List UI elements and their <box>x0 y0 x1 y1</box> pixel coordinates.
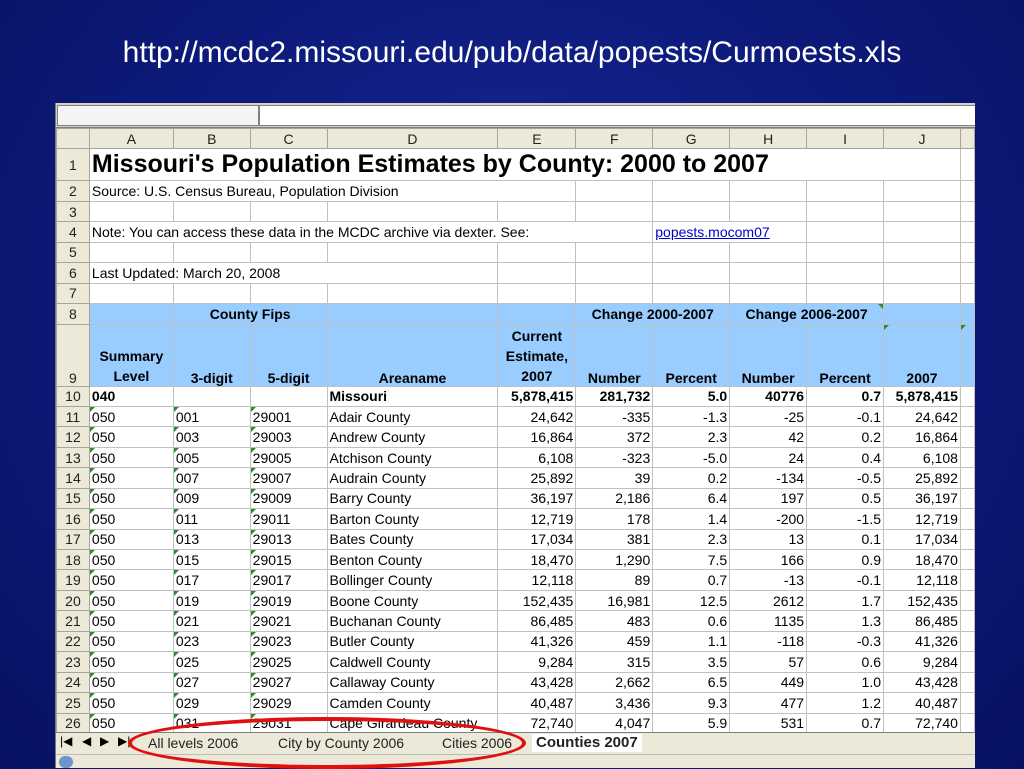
column-header[interactable]: G <box>653 129 730 149</box>
estimate-2007-cell[interactable]: 12,719 <box>884 509 961 529</box>
current-estimate-cell[interactable]: 9,284 <box>498 652 576 672</box>
estimate-2007-cell[interactable]: 9,284 <box>884 652 961 672</box>
fips-5-digit-cell[interactable]: 29013 <box>250 529 327 549</box>
areaname-cell[interactable]: Bates County <box>327 529 498 549</box>
row-header[interactable]: 3 <box>57 201 90 221</box>
change-number-cell[interactable]: 89 <box>576 570 653 590</box>
change-2006-percent-cell[interactable]: -0.1 <box>807 570 884 590</box>
tab-all-levels-2006[interactable]: All levels 2006 <box>148 735 239 751</box>
name-box[interactable] <box>57 105 259 126</box>
fips-3-digit-cell[interactable]: 021 <box>173 611 250 631</box>
change-2006-percent-cell[interactable]: 0.2 <box>807 427 884 447</box>
sheet-row <box>57 149 975 181</box>
estimate-2007-cell[interactable]: 24,642 <box>884 406 961 426</box>
current-estimate-cell[interactable]: 86,485 <box>498 611 576 631</box>
data-row <box>57 529 975 549</box>
current-estimate-cell[interactable]: 18,470 <box>498 550 576 570</box>
change-2006-number-cell[interactable]: 2612 <box>730 590 807 610</box>
summary-level-cell[interactable]: 050 <box>89 611 173 631</box>
header-3-digit[interactable]: 3-digit <box>173 324 250 386</box>
summary-level-cell[interactable]: 050 <box>89 529 173 549</box>
fips-5-digit-cell[interactable]: 29009 <box>250 488 327 508</box>
group-header-change-2000-2007[interactable]: Change 2000-2007 <box>576 304 730 324</box>
change-2006-number-cell[interactable]: 57 <box>730 652 807 672</box>
change-percent-cell[interactable]: 3.5 <box>653 652 730 672</box>
current-estimate-cell[interactable]: 16,864 <box>498 427 576 447</box>
sheet-row <box>57 304 975 324</box>
summary-level-cell[interactable]: 050 <box>89 550 173 570</box>
change-2006-number-cell[interactable]: 40776 <box>730 386 807 406</box>
current-estimate-cell[interactable]: 6,108 <box>498 447 576 467</box>
prev-sheet-icon[interactable]: ◀ <box>82 734 92 748</box>
row-header[interactable]: 17 <box>57 529 90 549</box>
estimate-2007-cell[interactable]: 5,878,415 <box>884 386 961 406</box>
row-header[interactable]: 14 <box>57 468 90 488</box>
data-row <box>57 406 975 426</box>
current-estimate-cell[interactable]: 12,719 <box>498 509 576 529</box>
change-2006-number-cell[interactable]: 13 <box>730 529 807 549</box>
change-2006-percent-cell[interactable]: 0.9 <box>807 550 884 570</box>
row-header[interactable]: 19 <box>57 570 90 590</box>
change-2006-number-cell[interactable]: 477 <box>730 693 807 713</box>
change-2006-percent-cell[interactable]: 0.7 <box>807 386 884 406</box>
change-number-cell[interactable]: -323 <box>576 447 653 467</box>
fips-5-digit-cell[interactable]: 29005 <box>250 447 327 467</box>
areaname-cell[interactable]: Audrain County <box>327 468 498 488</box>
data-row <box>57 386 975 406</box>
change-number-cell[interactable]: 281,732 <box>576 386 653 406</box>
current-estimate-cell[interactable]: 25,892 <box>498 468 576 488</box>
header-percent-2000-2007[interactable]: Percent <box>653 324 730 386</box>
row-header[interactable]: 24 <box>57 672 90 692</box>
data-row <box>57 631 975 651</box>
row-header[interactable]: 13 <box>57 447 90 467</box>
data-row <box>57 550 975 570</box>
areaname-cell[interactable]: Atchison County <box>327 447 498 467</box>
change-2006-number-cell[interactable]: -134 <box>730 468 807 488</box>
change-2006-number-cell[interactable]: -25 <box>730 406 807 426</box>
change-percent-cell[interactable]: 1.4 <box>653 509 730 529</box>
select-all-corner[interactable] <box>57 129 90 149</box>
worksheet-grid <box>56 128 975 734</box>
current-estimate-cell[interactable]: 43,428 <box>498 672 576 692</box>
change-number-cell[interactable]: 178 <box>576 509 653 529</box>
last-sheet-icon[interactable]: ▶| <box>118 734 131 748</box>
areaname-cell[interactable]: Andrew County <box>327 427 498 447</box>
current-estimate-cell[interactable]: 36,197 <box>498 488 576 508</box>
data-row <box>57 447 975 467</box>
change-2006-number-cell[interactable]: 449 <box>730 672 807 692</box>
change-2006-number-cell[interactable]: 24 <box>730 447 807 467</box>
estimate-2007-cell[interactable]: 72,740 <box>884 713 961 733</box>
fips-5-digit-cell[interactable]: 29031 <box>250 713 327 733</box>
column-header[interactable]: B <box>173 129 250 149</box>
sheet-row <box>57 324 975 386</box>
change-2006-number-cell[interactable]: -118 <box>730 631 807 651</box>
change-number-cell[interactable]: 39 <box>576 468 653 488</box>
fips-5-digit-cell[interactable]: 29023 <box>250 631 327 651</box>
data-row <box>57 488 975 508</box>
estimate-2007-cell[interactable]: 86,485 <box>884 611 961 631</box>
estimate-2007-cell[interactable]: 41,326 <box>884 631 961 651</box>
areaname-cell[interactable]: Caldwell County <box>327 652 498 672</box>
fips-3-digit-cell[interactable]: 017 <box>173 570 250 590</box>
change-number-cell[interactable]: 1,290 <box>576 550 653 570</box>
row-header[interactable]: 20 <box>57 590 90 610</box>
current-estimate-cell[interactable]: 40,487 <box>498 693 576 713</box>
change-2006-number-cell[interactable]: 197 <box>730 488 807 508</box>
current-estimate-cell[interactable]: 41,326 <box>498 631 576 651</box>
fips-3-digit-cell[interactable]: 013 <box>173 529 250 549</box>
first-sheet-icon[interactable]: |◀ <box>60 734 73 748</box>
column-header[interactable]: D <box>327 129 498 149</box>
data-row <box>57 611 975 631</box>
header-areaname[interactable]: Areaname <box>327 324 498 386</box>
fips-3-digit-cell[interactable]: 025 <box>173 652 250 672</box>
change-2006-percent-cell[interactable]: -1.5 <box>807 509 884 529</box>
column-header[interactable]: H <box>730 129 807 149</box>
change-2006-percent-cell[interactable]: 1.7 <box>807 590 884 610</box>
change-2006-percent-cell[interactable]: 0.7 <box>807 713 884 733</box>
next-sheet-icon[interactable]: ▶ <box>100 734 110 748</box>
summary-level-cell[interactable]: 050 <box>89 631 173 651</box>
sheet-row <box>57 222 975 242</box>
fips-3-digit-cell[interactable]: 003 <box>173 427 250 447</box>
estimate-2007-cell[interactable]: 40,487 <box>884 693 961 713</box>
status-bar <box>56 754 975 768</box>
formula-input[interactable] <box>259 105 975 126</box>
tab-cities-2006[interactable]: Cities 2006 <box>442 735 513 751</box>
column-header[interactable]: A <box>89 129 173 149</box>
fips-5-digit-cell[interactable]: 29015 <box>250 550 327 570</box>
change-percent-cell[interactable]: 12.5 <box>653 590 730 610</box>
header-2007[interactable]: 2007 <box>884 324 961 386</box>
fips-5-digit-cell[interactable]: 29027 <box>250 672 327 692</box>
areaname-cell[interactable]: Cape Girardeau County <box>327 713 498 733</box>
sheet-row <box>57 242 975 262</box>
summary-level-cell[interactable]: 050 <box>89 672 173 692</box>
change-number-cell[interactable]: 4,047 <box>576 713 653 733</box>
fips-3-digit-cell[interactable]: 029 <box>173 693 250 713</box>
group-header-county-fips[interactable]: County Fips <box>173 304 327 324</box>
change-2006-percent-cell[interactable]: 0.1 <box>807 529 884 549</box>
change-percent-cell[interactable]: 5.9 <box>653 713 730 733</box>
summary-level-cell[interactable]: 050 <box>89 447 173 467</box>
data-row <box>57 427 975 447</box>
change-2006-percent-cell[interactable]: -0.5 <box>807 468 884 488</box>
areaname-cell[interactable]: Barton County <box>327 509 498 529</box>
change-2006-percent-cell[interactable]: 1.3 <box>807 611 884 631</box>
change-percent-cell[interactable]: 2.3 <box>653 529 730 549</box>
data-row <box>57 672 975 692</box>
current-estimate-cell[interactable]: 152,435 <box>498 590 576 610</box>
row-header[interactable]: 16 <box>57 509 90 529</box>
column-header[interactable]: C <box>250 129 327 149</box>
change-2006-percent-cell[interactable]: 1.2 <box>807 693 884 713</box>
header-current-line: Current <box>511 327 563 344</box>
fips-5-digit-cell[interactable]: 29003 <box>250 427 327 447</box>
areaname-cell[interactable]: Boone County <box>327 590 498 610</box>
row-header[interactable]: 15 <box>57 488 90 508</box>
change-percent-cell[interactable]: -1.3 <box>653 406 730 426</box>
column-header[interactable]: I <box>807 129 884 149</box>
fips-5-digit-cell[interactable]: 29019 <box>250 590 327 610</box>
fips-5-digit-cell[interactable]: 29025 <box>250 652 327 672</box>
column-header[interactable]: E <box>498 129 576 149</box>
estimate-2007-cell[interactable]: 18,470 <box>884 550 961 570</box>
row-header[interactable]: 7 <box>57 283 90 303</box>
estimate-2007-cell[interactable]: 43,428 <box>884 672 961 692</box>
areaname-cell[interactable]: Camden County <box>327 693 498 713</box>
current-estimate-cell[interactable]: 24,642 <box>498 406 576 426</box>
sheet-title[interactable]: Missouri's Population Estimates by County: 2000 to 2007 <box>89 149 960 181</box>
data-row <box>57 570 975 590</box>
change-percent-cell[interactable]: 0.2 <box>653 468 730 488</box>
change-2006-number-cell[interactable]: 1135 <box>730 611 807 631</box>
change-percent-cell[interactable]: 7.5 <box>653 550 730 570</box>
change-2006-percent-cell[interactable]: 1.0 <box>807 672 884 692</box>
header-current-line: Estimate, <box>505 347 568 364</box>
change-number-cell[interactable]: 381 <box>576 529 653 549</box>
summary-level-cell[interactable]: 050 <box>89 509 173 529</box>
source-cell[interactable]: Source: U.S. Census Bureau, Population Division <box>89 181 575 201</box>
note-cell[interactable]: Note: You can access these data in the MCDC archive via dexter. See: <box>89 222 652 242</box>
change-number-cell[interactable]: 459 <box>576 631 653 651</box>
row-header[interactable]: 11 <box>57 406 90 426</box>
column-header[interactable] <box>960 129 974 149</box>
header-number-2000-2007[interactable]: Number <box>576 324 653 386</box>
row-header[interactable]: 6 <box>57 263 90 283</box>
status-icon <box>59 756 73 768</box>
fips-3-digit-cell[interactable]: 015 <box>173 550 250 570</box>
estimate-2007-cell[interactable]: 17,034 <box>884 529 961 549</box>
estimate-2007-cell[interactable]: 12,118 <box>884 570 961 590</box>
areaname-cell[interactable]: Benton County <box>327 550 498 570</box>
row-header[interactable]: 23 <box>57 652 90 672</box>
estimate-2007-cell[interactable]: 6,108 <box>884 447 961 467</box>
areaname-cell[interactable]: Buchanan County <box>327 611 498 631</box>
fips-3-digit-cell[interactable]: 005 <box>173 447 250 467</box>
change-2006-percent-cell[interactable]: 0.6 <box>807 652 884 672</box>
summary-level-cell[interactable]: 050 <box>89 468 173 488</box>
change-percent-cell[interactable]: 6.4 <box>653 488 730 508</box>
change-2006-number-cell[interactable]: -13 <box>730 570 807 590</box>
current-estimate-cell[interactable]: 17,034 <box>498 529 576 549</box>
row-header[interactable]: 25 <box>57 693 90 713</box>
row-header[interactable]: 1 <box>57 149 90 181</box>
fips-5-digit-cell[interactable]: 29001 <box>250 406 327 426</box>
change-percent-cell[interactable]: 1.1 <box>653 631 730 651</box>
row-header[interactable]: 5 <box>57 242 90 262</box>
current-estimate-cell[interactable]: 72,740 <box>498 713 576 733</box>
fips-3-digit-cell[interactable]: 001 <box>173 406 250 426</box>
header-current-estimate[interactable] <box>498 324 576 386</box>
data-row <box>57 590 975 610</box>
fips-5-digit-cell[interactable]: 29011 <box>250 509 327 529</box>
sheet-row <box>57 201 975 221</box>
areaname-cell[interactable]: Barry County <box>327 488 498 508</box>
fips-3-digit-cell[interactable]: 009 <box>173 488 250 508</box>
header-5-digit[interactable]: 5-digit <box>250 324 327 386</box>
summary-level-cell[interactable]: 050 <box>89 406 173 426</box>
change-2006-number-cell[interactable]: -200 <box>730 509 807 529</box>
areaname-cell[interactable]: Bollinger County <box>327 570 498 590</box>
row-header[interactable]: 26 <box>57 713 90 733</box>
summary-level-cell[interactable]: 050 <box>89 488 173 508</box>
change-number-cell[interactable]: 315 <box>576 652 653 672</box>
estimate-2007-cell[interactable]: 25,892 <box>884 468 961 488</box>
tab-counties-2007[interactable]: Counties 2007 <box>532 734 642 752</box>
change-2006-percent-cell[interactable]: 0.5 <box>807 488 884 508</box>
change-percent-cell[interactable]: 0.6 <box>653 611 730 631</box>
fips-3-digit-cell[interactable] <box>173 386 250 406</box>
slide-title: http://mcdc2.missouri.edu/pub/data/popests/Curmoests.xls <box>122 36 902 69</box>
fips-5-digit-cell[interactable]: 29007 <box>250 468 327 488</box>
column-header[interactable]: F <box>576 129 653 149</box>
change-percent-cell[interactable]: 0.7 <box>653 570 730 590</box>
change-2006-number-cell[interactable]: 166 <box>730 550 807 570</box>
estimate-2007-cell[interactable]: 36,197 <box>884 488 961 508</box>
change-percent-cell[interactable]: 2.3 <box>653 427 730 447</box>
data-row <box>57 713 975 733</box>
spreadsheet-window <box>55 103 975 768</box>
formula-bar <box>56 103 975 128</box>
sheet-tab-bar <box>56 732 975 754</box>
header-summary-level[interactable]: Summary Level <box>89 324 173 386</box>
row-header[interactable]: 22 <box>57 631 90 651</box>
change-2006-percent-cell[interactable]: -0.1 <box>807 406 884 426</box>
header-current-line: 2007 <box>521 367 553 384</box>
fips-5-digit-cell[interactable]: 29021 <box>250 611 327 631</box>
change-2006-percent-cell[interactable]: 0.4 <box>807 447 884 467</box>
data-row <box>57 652 975 672</box>
summary-level-cell[interactable]: 050 <box>89 693 173 713</box>
tab-city-by-county-2006[interactable]: City by County 2006 <box>278 735 405 751</box>
row-header[interactable]: 4 <box>57 222 90 242</box>
change-percent-cell[interactable]: 6.5 <box>653 672 730 692</box>
row-header[interactable]: 8 <box>57 304 90 324</box>
column-header[interactable]: J <box>884 129 961 149</box>
change-number-cell[interactable]: 3,436 <box>576 693 653 713</box>
current-estimate-cell[interactable]: 5,878,415 <box>498 386 576 406</box>
change-2006-number-cell[interactable]: 531 <box>730 713 807 733</box>
fips-5-digit-cell[interactable] <box>250 386 327 406</box>
summary-level-cell[interactable]: 050 <box>89 713 173 733</box>
estimate-2007-cell[interactable]: 16,864 <box>884 427 961 447</box>
fips-3-digit-cell[interactable]: 007 <box>173 468 250 488</box>
fips-3-digit-cell[interactable]: 023 <box>173 631 250 651</box>
row-header[interactable]: 21 <box>57 611 90 631</box>
current-estimate-cell[interactable]: 12,118 <box>498 570 576 590</box>
change-number-cell[interactable]: 16,981 <box>576 590 653 610</box>
change-number-cell[interactable]: 2,186 <box>576 488 653 508</box>
data-row <box>57 468 975 488</box>
header-number-2006-2007[interactable]: Number <box>730 324 807 386</box>
fips-3-digit-cell[interactable]: 031 <box>173 713 250 733</box>
estimate-2007-cell[interactable]: 152,435 <box>884 590 961 610</box>
header-percent-2006-2007[interactable]: Percent <box>807 324 884 386</box>
row-header[interactable]: 9 <box>57 324 90 386</box>
fips-3-digit-cell[interactable]: 027 <box>173 672 250 692</box>
popests-link[interactable]: popests.mocom07 <box>655 224 770 241</box>
areaname-cell[interactable]: Callaway County <box>327 672 498 692</box>
sheet-row <box>57 263 975 283</box>
column-header-row <box>57 129 975 149</box>
summary-level-cell[interactable]: 050 <box>89 427 173 447</box>
areaname-cell[interactable]: Adair County <box>327 406 498 426</box>
change-number-cell[interactable]: -335 <box>576 406 653 426</box>
summary-level-cell[interactable]: 050 <box>89 652 173 672</box>
change-percent-cell[interactable]: -5.0 <box>653 447 730 467</box>
areaname-cell[interactable]: Missouri <box>327 386 498 406</box>
row-header[interactable]: 2 <box>57 181 90 201</box>
change-2006-percent-cell[interactable]: -0.3 <box>807 631 884 651</box>
fips-3-digit-cell[interactable]: 011 <box>173 509 250 529</box>
data-row <box>57 509 975 529</box>
row-header[interactable]: 10 <box>57 386 90 406</box>
last-updated-cell[interactable]: Last Updated: March 20, 2008 <box>89 263 497 283</box>
row-header[interactable]: 12 <box>57 427 90 447</box>
group-header-change-2006-2007[interactable]: Change 2006-2007 <box>730 304 884 324</box>
summary-level-cell[interactable]: 050 <box>89 590 173 610</box>
change-percent-cell[interactable]: 5.0 <box>653 386 730 406</box>
change-number-cell[interactable]: 483 <box>576 611 653 631</box>
fips-5-digit-cell[interactable]: 29017 <box>250 570 327 590</box>
areaname-cell[interactable]: Butler County <box>327 631 498 651</box>
summary-level-cell[interactable]: 050 <box>89 570 173 590</box>
fips-5-digit-cell[interactable]: 29029 <box>250 693 327 713</box>
fips-3-digit-cell[interactable]: 019 <box>173 590 250 610</box>
summary-level-cell[interactable]: 040 <box>89 386 173 406</box>
row-header[interactable]: 18 <box>57 550 90 570</box>
data-row <box>57 693 975 713</box>
change-number-cell[interactable]: 2,662 <box>576 672 653 692</box>
sheet-row <box>57 283 975 303</box>
sheet-row <box>57 181 975 201</box>
change-number-cell[interactable]: 372 <box>576 427 653 447</box>
change-percent-cell[interactable]: 9.3 <box>653 693 730 713</box>
change-2006-number-cell[interactable]: 42 <box>730 427 807 447</box>
